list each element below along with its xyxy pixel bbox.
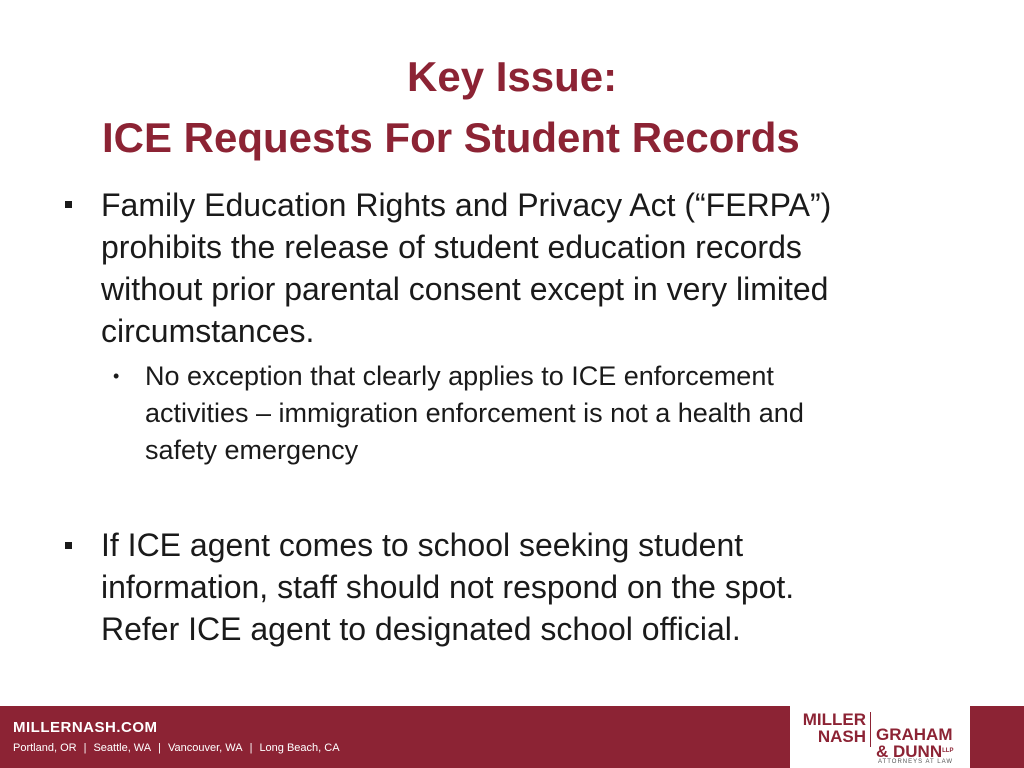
- bullet-1-line: prohibits the release of student education records: [101, 229, 802, 265]
- logo-text-graham: GRAHAM: [876, 725, 953, 744]
- bullet-2-line: information, staff should not respond on the spot.: [101, 569, 795, 605]
- logo-tagline: ATTORNEYS AT LAW: [878, 759, 954, 765]
- footer-locations: [13, 742, 340, 754]
- logo-text-llp: LLP: [942, 748, 954, 754]
- location-portland: Portland, OR: [13, 742, 77, 754]
- bullet-2-line: Refer ICE agent to designated school official.: [101, 611, 741, 647]
- bullet-1-line: Family Education Rights and Privacy Act (“FERPA”): [101, 187, 832, 223]
- firm-logo: [790, 706, 970, 768]
- sub-bullet-line: activities – immigration enforcement is not a health and: [145, 398, 804, 428]
- bullet-2-text: [101, 524, 794, 650]
- bullet-2-line: If ICE agent comes to school seeking student: [101, 527, 744, 563]
- bullet-1-line: without prior parental consent except in very limited: [101, 271, 829, 307]
- logo-text-dunn: & DUNN: [876, 742, 943, 761]
- location-separator: |: [83, 742, 87, 754]
- bullet-1-line: circumstances.: [101, 313, 315, 349]
- sub-bullet-line: No exception that clearly applies to ICE enforcement: [145, 361, 774, 391]
- logo-divider: [870, 712, 871, 747]
- logo-miller-nash: [803, 711, 866, 745]
- square-bullet-icon: [65, 201, 72, 208]
- location-long-beach: Long Beach, CA: [259, 742, 340, 754]
- sub-bullet-text: [145, 358, 804, 469]
- location-separator: |: [249, 742, 253, 754]
- footer-website: MILLERNASH.COM: [13, 719, 158, 736]
- location-separator: |: [158, 742, 161, 754]
- logo-text-miller: MILLER: [802, 710, 866, 729]
- logo-graham-dunn: [876, 726, 953, 760]
- square-bullet-icon: [65, 542, 72, 549]
- dot-bullet-icon: •: [113, 366, 120, 386]
- location-seattle: Seattle, WA: [93, 742, 152, 754]
- location-vancouver: Vancouver, WA: [167, 742, 243, 754]
- logo-text-dunn-row: [876, 743, 953, 760]
- slide-title-line-1: Key Issue:: [407, 53, 618, 100]
- logo-text-nash: NASH: [817, 727, 866, 746]
- slide-title-line-2: ICE Requests For Student Records: [102, 114, 800, 161]
- bullet-1-text: [101, 184, 831, 352]
- sub-bullet-line: safety emergency: [145, 435, 359, 465]
